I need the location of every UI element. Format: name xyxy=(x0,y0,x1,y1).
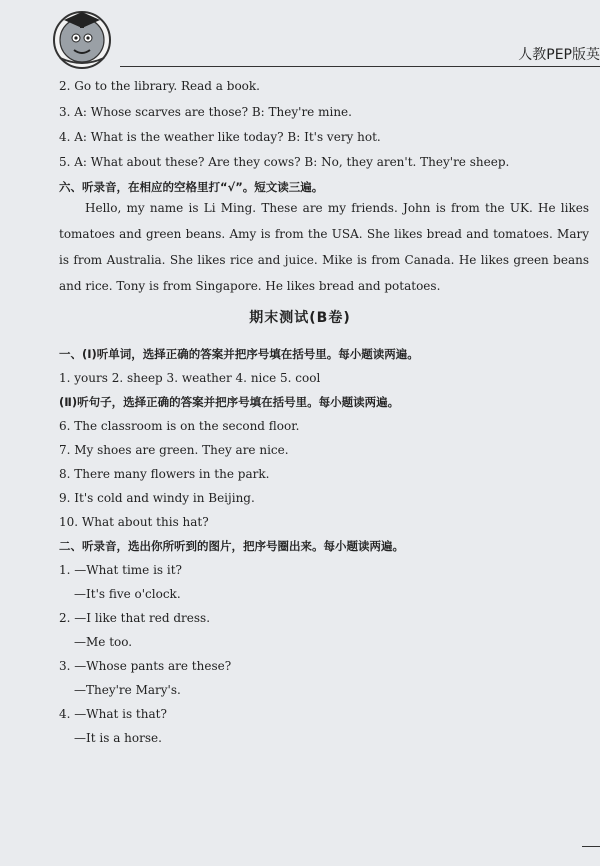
answer-line-4: 4. A: What is the weather like today? B: It's very hot. xyxy=(59,130,381,144)
sentence-6: 6. The classroom is on the second floor. xyxy=(59,419,300,433)
dialog-line: —Me too. xyxy=(74,635,133,649)
section-six-heading: 六、听录音，在相应的空格里打“√”。短文读三遍。 xyxy=(59,180,324,194)
dialog-line: —It's five o'clock. xyxy=(74,587,181,601)
part-two-heading: 二、听录音，选出你所听到的图片，把序号圈出来。每小题读两遍。 xyxy=(59,539,404,553)
part-one-heading-i: 一、(Ⅰ)听单词，选择正确的答案并把序号填在括号里。每小题读两遍。 xyxy=(59,347,419,361)
sentence-7: 7. My shoes are green. They are nice. xyxy=(59,443,289,457)
dialog-line: 2. —I like that red dress. xyxy=(59,611,211,625)
header-divider xyxy=(120,66,600,67)
dialog-line: 4. —What is that? xyxy=(59,707,167,721)
dialog-line: —They're Mary's. xyxy=(74,683,181,697)
word-list: 1. yours 2. sheep 3. weather 4. nice 5. cool xyxy=(59,371,321,385)
answer-line-2: 2. Go to the library. Read a book. xyxy=(59,79,260,93)
passage-paragraph: Hello, my name is Li Ming. These are my friends. John is from the UK. He likes tomatoes and green beans. Amy is from the USA. She likes bread and tomatoes. Mary is from Australia. She likes rice and juice. Mike is from Canada. He likes green beans and rice. Tony is from Singapore. He likes bread and potatoes. xyxy=(59,201,589,293)
part-one-heading-ii: (Ⅱ)听句子，选择正确的答案并把序号填在括号里。每小题读两遍。 xyxy=(59,395,400,409)
dialog-line: —It is a horse. xyxy=(74,731,162,745)
dialog-line: 1. —What time is it? xyxy=(59,563,182,577)
edition-label: 人教PEP版英 xyxy=(518,47,600,63)
sentence-9: 9. It's cold and windy in Beijing. xyxy=(59,491,255,505)
page-title: 期末测试(B卷) xyxy=(249,310,351,326)
sentence-8: 8. There many flowers in the park. xyxy=(59,467,270,481)
sentence-10: 10. What about this hat? xyxy=(59,515,209,529)
mascot-logo-icon xyxy=(50,6,114,70)
answer-line-3: 3. A: Whose scarves are those? B: They're mine. xyxy=(59,105,352,119)
dialog-line: 3. —Whose pants are these? xyxy=(59,659,232,673)
answer-line-5: 5. A: What about these? Are they cows? B: No, they aren't. They're sheep. xyxy=(59,155,510,169)
page-corner-rule xyxy=(582,846,600,847)
